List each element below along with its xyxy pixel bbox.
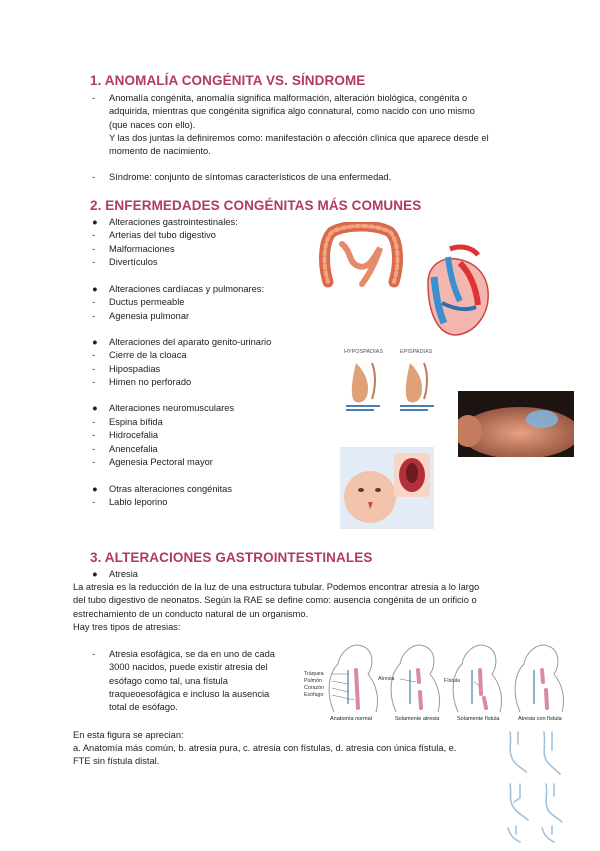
list-item: Espina bífida xyxy=(109,417,163,427)
text-line: 3000 nacidos, puede existir atresia del xyxy=(109,662,268,673)
label-esofago: Esófago xyxy=(304,692,324,698)
esophageal-atresia-figure xyxy=(304,634,576,726)
cleft-lip-photo xyxy=(340,447,434,529)
figure-intro: En esta figura se aprecian: xyxy=(73,730,184,740)
dash-marker: - xyxy=(92,244,96,254)
text-line: Y las dos juntas la definiremos como: manifestación o afección clínica que aparece desde el xyxy=(109,132,489,143)
epispadias-label: EPISPADIAS xyxy=(400,349,433,355)
text-line: a. Anatomía más común, b. atresia pura, c. atresia con fístulas, d. atresia con única fístula, e. xyxy=(73,743,457,753)
dash-marker: - xyxy=(92,430,96,440)
text-line: (que naces con ello). xyxy=(109,119,196,130)
list-item: Agenesia Pectoral mayor xyxy=(109,457,213,467)
dash-marker: - xyxy=(92,311,96,321)
list-item: Anencefalia xyxy=(109,444,158,454)
text-line: traqueoesofágica e incluso la ausencia xyxy=(109,688,270,699)
bullet-marker: ● xyxy=(92,284,98,294)
dash-marker: - xyxy=(92,649,96,659)
dash-marker: - xyxy=(92,364,96,374)
text-line: Atresia esofágica, se da en uno de cada xyxy=(109,649,275,659)
eso-left-labels xyxy=(304,671,324,699)
dash-marker: - xyxy=(92,350,96,360)
bullet-marker: ● xyxy=(92,337,98,347)
section-3-title: 3. ALTERACIONES GASTROINTESTINALES xyxy=(90,550,373,565)
bullet-marker: ● xyxy=(92,484,98,494)
dash-marker: - xyxy=(92,377,96,387)
atresia-esofagica-text xyxy=(109,648,275,714)
caption-atresia-fistula: Atresia con fístula xyxy=(518,716,562,722)
list-item: Arterias del tubo digestivo xyxy=(109,230,216,240)
atresia-bullet: Atresia xyxy=(109,569,138,579)
list-item: Ductus permeable xyxy=(109,297,185,307)
label-corazon: Corazón xyxy=(304,685,325,691)
list-item: Divertículos xyxy=(109,257,158,267)
bullet-marker: ● xyxy=(92,403,98,413)
group-head-cardio: Alteraciones cardíacas y pulmonares: xyxy=(109,284,265,294)
heart-illustration xyxy=(420,243,494,343)
dash-marker: - xyxy=(92,297,96,307)
dash-marker: - xyxy=(92,93,96,103)
dash-marker: - xyxy=(92,497,96,507)
text-line: momento de nacimiento. xyxy=(109,146,211,157)
dash-marker: - xyxy=(92,172,96,182)
text-line: adquirida, mientras que congénita significa algo connatural, como nacido con uno mismo xyxy=(109,106,475,117)
atresia-paragraph xyxy=(73,581,479,634)
list-item: Hidrocefalia xyxy=(109,430,159,440)
label-atresia: Atresia xyxy=(378,676,395,682)
list-item: Agenesia pulmonar xyxy=(109,311,190,321)
group-head-neuro: Alteraciones neuromusculares xyxy=(109,403,235,413)
dash-marker: - xyxy=(92,417,96,427)
text-line: estrechamiento de un conducto natural de un organismo. xyxy=(73,608,309,619)
text-line: total de esófago. xyxy=(109,702,178,713)
text-line: Hay tres tipos de atresias: xyxy=(73,621,181,632)
list-item: Hipospadias xyxy=(109,364,161,374)
figure-description xyxy=(73,742,456,769)
group-head-genito: Alteraciones del aparato genito-urinario xyxy=(109,337,272,347)
spina-bifida-photo xyxy=(458,391,574,457)
section-2-title: 2. ENFERMEDADES CONGÉNITAS MÁS COMUNES xyxy=(90,198,422,213)
group-head-gastro: Alteraciones gastrointestinales: xyxy=(109,217,238,227)
dash-marker: - xyxy=(92,457,96,467)
text-line: La atresia es la reducción de la luz de una estructura tubular. Podemos encontrar atresia a lo largo xyxy=(73,582,480,592)
sindrome-definition: Síndrome: conjunto de síntomas característicos de una enfermedad. xyxy=(109,172,392,182)
list-item: Malformaciones xyxy=(109,244,175,254)
intestine-illustration xyxy=(318,222,404,290)
hypospadias-figure xyxy=(342,349,442,413)
text-line: Anomalía congénita, anomalía significa malformación, alteración biológica, congénita o xyxy=(109,93,468,103)
caption-atresia: Solamente atresia xyxy=(395,716,440,722)
atresia-types-sketches xyxy=(500,728,578,846)
caption-fistula: Solamente fístula xyxy=(457,716,500,722)
list-item: Himen no perforado xyxy=(109,377,192,387)
dash-marker: - xyxy=(92,257,96,267)
hypospadias-label: HYPOSPADIAS xyxy=(344,349,384,355)
bullet-marker: ● xyxy=(92,217,98,227)
label-pulmon: Pulmón xyxy=(304,678,322,684)
text-line: del tubo digestivo de neonatos. Según la RAE se define como: ausencia congénita de un orificio o xyxy=(73,595,477,606)
list-item: Cierre de la cloaca xyxy=(109,350,187,360)
bullet-marker: ● xyxy=(92,569,98,579)
label-traquea: Tráquea xyxy=(304,671,324,677)
dash-marker: - xyxy=(92,230,96,240)
dash-marker: - xyxy=(92,444,96,454)
caption-anatomia: Anatomía normal xyxy=(330,716,372,722)
label-fistula: Fístula xyxy=(444,678,460,684)
text-line: FTE sin fístula distal. xyxy=(73,756,160,767)
group-head-otras: Otras alteraciones congénitas xyxy=(109,484,232,494)
text-line: esófago como tal, una fístula xyxy=(109,675,228,686)
s1-definition-block xyxy=(109,92,489,158)
section-1-title: 1. ANOMALÍA CONGÉNITA VS. SÍNDROME xyxy=(90,73,366,88)
list-item: Labio leporino xyxy=(109,497,168,507)
